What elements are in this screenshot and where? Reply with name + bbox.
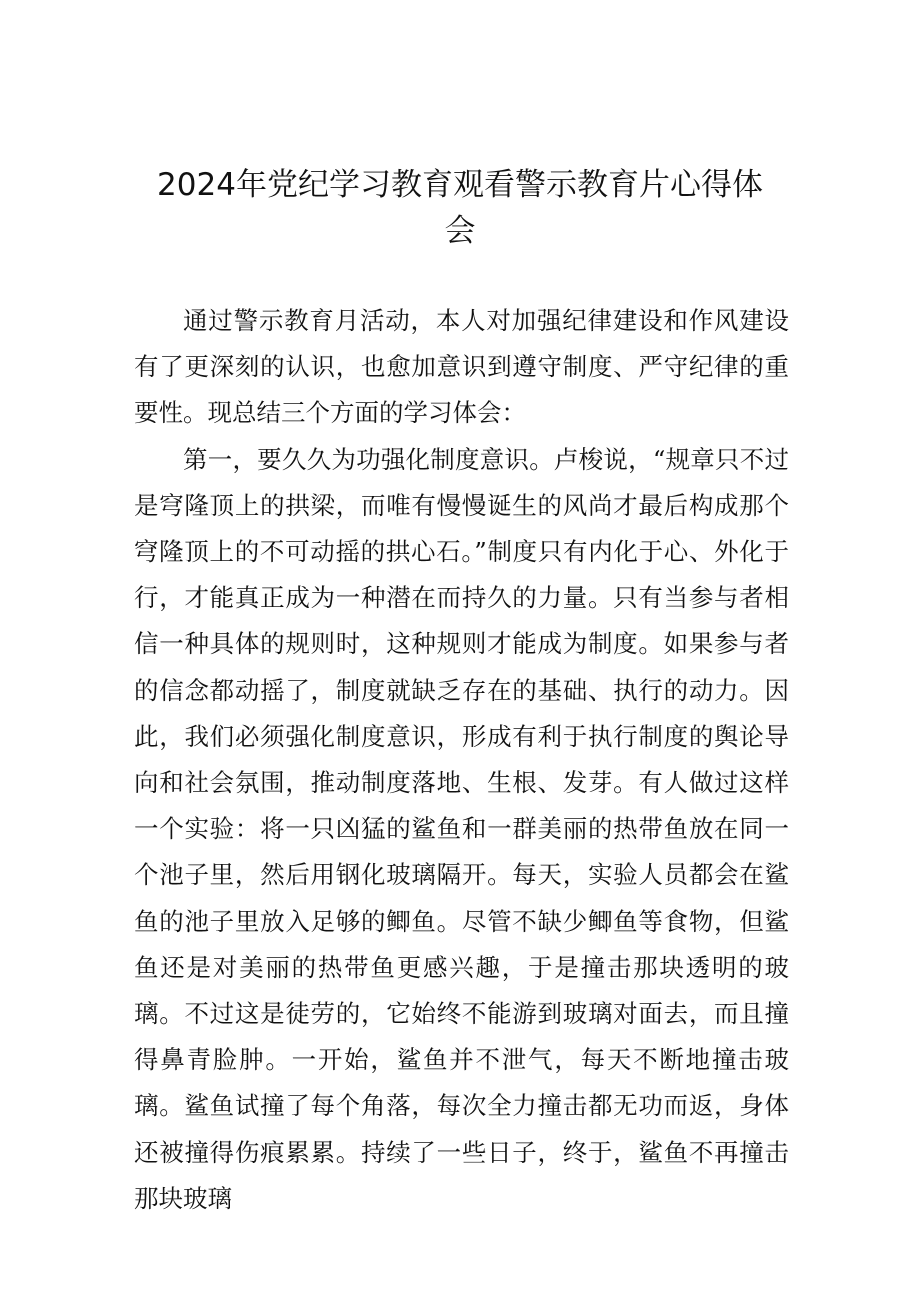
document-title: 2024年党纪学习教育观看警示教育片心得体会 <box>157 167 763 249</box>
document-body <box>134 298 789 1222</box>
paragraph-first-point: 第一，要久久为功强化制度意识。卢梭说，“规章只不过是穹隆顶上的拱梁，而唯有慢慢诞生的风尚才最后构成那个穹隆顶上的不可动摇的拱心石。”制度只有内化于心、外化于行，才能真正成为一种潜在而持久的力量。只有当参与者相信一种具体的规则时，这种规则才能成为制度。如果参与者的信念都动摇了，制度就缺乏存在的基础、执行的动力。因此，我们必须强化制度意识，形成有利于执行制度的舆论导向和社会氛围，推动制度落地、生根、发芽。有人做过这样一个实验：将一只凶猛的鲨鱼和一群美丽的热带鱼放在同一个池子里，然后用钢化玻璃隔开。每天，实验人员都会在鲨鱼的池子里放入足够的鲫鱼。尽管不缺少鲫鱼等食物，但鲨鱼还是对美丽的热带鱼更感兴趣，于是撞击那块透明的玻璃。不过这是徒劳的，它始终不能游到玻璃对面去，而且撞得鼻青脸肿。一开始，鲨鱼并不泄气，每天不断地撞击玻璃。鲨鱼试撞了每个角落，每次全力撞击都无功而返，身体还被撞得伤痕累累。持续了一些日子，终于，鲨鱼不再撞击那块玻璃 <box>134 444 789 1213</box>
paragraph-intro: 通过警示教育月活动，本人对加强纪律建设和作风建设有了更深刻的认识，也愈加意识到遵守制度、严守纪律的重要性。现总结三个方面的学习体会： <box>134 306 789 428</box>
